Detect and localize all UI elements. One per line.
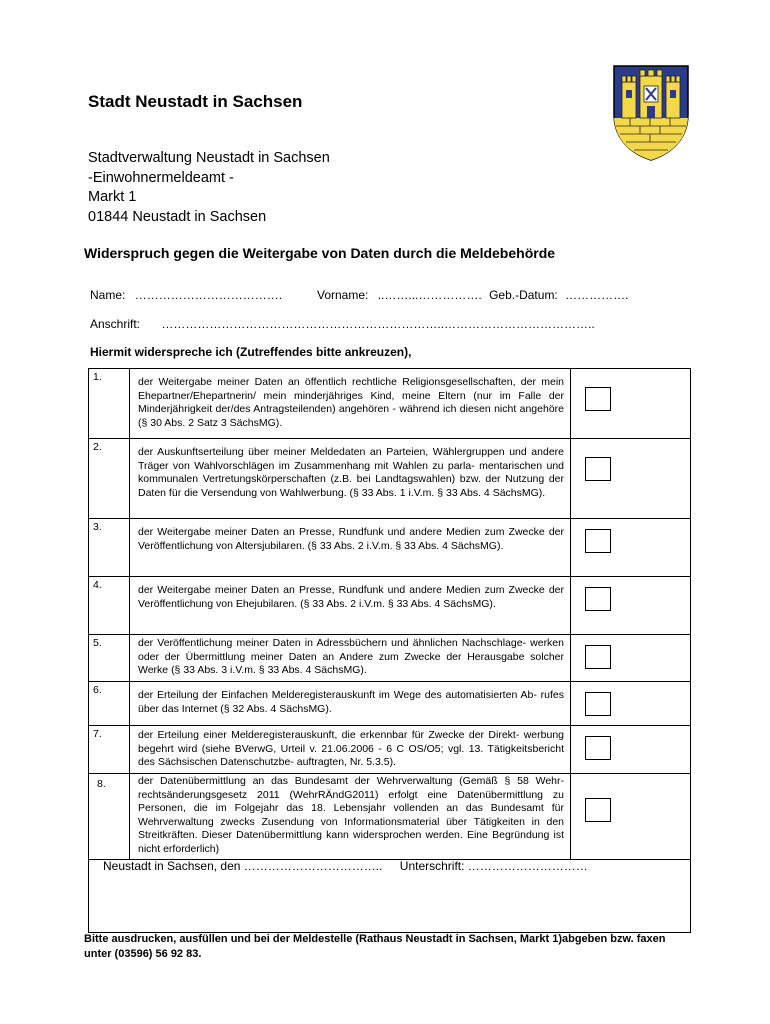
option-checkbox-cell — [571, 577, 691, 635]
signature-field[interactable]: Unterschrift: ………………………… — [399, 859, 588, 873]
geb-label: Geb.-Datum: — [489, 288, 558, 302]
option-checkbox-cell — [571, 726, 691, 774]
anschrift-field[interactable] — [90, 317, 595, 331]
geb-blank[interactable]: ……………. — [565, 288, 629, 302]
option-row — [89, 577, 691, 635]
option-checkbox-cell — [571, 519, 691, 577]
option-checkbox[interactable] — [585, 645, 611, 669]
option-number: 1. — [89, 369, 130, 439]
option-checkbox[interactable] — [585, 387, 611, 411]
option-number: 7. — [89, 726, 130, 774]
option-row — [89, 369, 691, 439]
name-blank[interactable]: ………………………………. — [134, 288, 283, 302]
footer-note: Bitte ausdrucken, ausfüllen und bei der Meldestelle (Rathaus Neustadt in Sachsen, Markt 1)abgeben bzw. faxen unter (03596) 56 92 83. — [84, 933, 666, 960]
option-checkbox[interactable] — [585, 457, 611, 481]
option-checkbox[interactable] — [585, 692, 611, 716]
option-checkbox[interactable] — [585, 736, 611, 760]
option-number: 4. — [89, 577, 130, 635]
option-number: 6. — [89, 682, 130, 726]
option-checkbox[interactable] — [585, 798, 611, 822]
name-label: Name: — [90, 288, 126, 302]
option-checkbox-cell — [571, 369, 691, 439]
objection-options-table — [88, 368, 691, 933]
option-text: der Veröffentlichung meiner Daten in Adressbüchern und ähnlichen Nachschlage- werken oder der Übermittlung meiner Daten an Andere zum Zwecke der Herausgabe solcher Werke (§ 33 Abs. 3 i.V.m. § 33 Abs. 4 SächsMG). — [130, 635, 571, 682]
address-line: Markt 1 — [88, 189, 137, 205]
option-text: der Auskunftserteilung über meiner Meldedaten an Parteien, Wählergruppen und andere Träger von Wahlvorschlägen im Zusammenhang mit Wahlen zu parla- mentarischen und kommunalen Vertretungskörperschaften (z.B. bei Landtagswahlen) bzw. der Nutzung der Daten für die Versendung von Wahlwerbung. (§ 33 Abs. 1 i.V.m. § 33 Abs. 4 SächsMG). — [130, 439, 571, 519]
option-checkbox-cell — [571, 439, 691, 519]
place-date-field[interactable]: Neustadt in Sachsen, den …………………………….. — [103, 859, 383, 873]
option-row — [89, 519, 691, 577]
option-number: 2. — [89, 439, 130, 519]
option-text: der Weitergabe meiner Daten an Presse, Rundfunk und andere Medien zum Zwecke der Veröffentlichung von Altersjubilaren. (§ 33 Abs. 2 i.V.m. § 33 Abs. 4 SächsMG). — [130, 519, 571, 577]
anschrift-blank[interactable]: ……………………………………………………………..……………………………….. — [161, 317, 595, 331]
address-line: Stadtverwaltung Neustadt in Sachsen — [88, 150, 330, 166]
vorname-label: Vorname: — [317, 288, 369, 302]
form-heading: Widerspruch gegen die Weitergabe von Daten durch die Meldebehörde — [84, 245, 556, 261]
option-text: der Erteilung einer Melderegisterauskunft, die erkennbar für Zwecke der Direkt- werbung begehrt wird (siehe BVerwG, Urteil v. 21.06.2006 - 6 C OS/O5; vgl. 13. Tätigkeitsbericht des Sächsischen Datenschutzbe- auftragten, Nr. 5.3.5). — [130, 726, 571, 774]
option-number: 3. — [89, 519, 130, 577]
option-number: 8. — [89, 774, 130, 860]
option-checkbox[interactable] — [585, 587, 611, 611]
option-number: 5. — [89, 635, 130, 682]
page-title: Stadt Neustadt in Sachsen — [88, 92, 303, 111]
authority-address — [88, 149, 330, 227]
address-line: 01844 Neustadt in Sachsen — [88, 208, 267, 225]
signature-row — [89, 860, 691, 933]
option-checkbox[interactable] — [585, 529, 611, 553]
option-text: der Erteilung der Einfachen Melderegisterauskunft im Wege des automatisierten Ab- rufes über das Internet (§ 32 Abs. 4 SächsMG). — [130, 682, 571, 726]
option-row — [89, 635, 691, 682]
option-text: der Weitergabe meiner Daten an Presse, Rundfunk und andere Medien zum Zwecke der Veröffentlichung von Ehejubilaren. (§ 33 Abs. 2 i.V.m. § 33 Abs. 4 SächsMG). — [130, 577, 571, 635]
option-checkbox-cell — [571, 774, 691, 860]
signature-cell — [89, 860, 691, 933]
vorname-blank[interactable]: ..……...……………. — [377, 288, 482, 302]
coat-of-arms-icon — [610, 62, 692, 162]
option-row — [89, 682, 691, 726]
vorname-field[interactable] — [317, 288, 628, 302]
option-text: der Datenübermittlung an das Bundesamt der Wehrverwaltung (Gemäß § 58 Wehr- rechtsänderungsgesetz 2011 (WehrRÄndG2011) erfolgt eine Datenübermittlung zu Personen, die im Folgejahr das 18. Lebensjahr vollenden an das Bundesamt für Wehrverwaltung zwecks Zusendung von Informationsmaterial über Tätigkeiten in den Streitkräften. Dieser Datenübermittlung kann widersprochen werden. Eine Begründung ist nicht erforderlich) — [130, 774, 571, 860]
option-row — [89, 726, 691, 774]
anschrift-label: Anschrift: — [90, 317, 141, 331]
objection-intro: Hiermit widerspreche ich (Zutreffendes bitte ankreuzen), — [90, 345, 412, 359]
option-checkbox-cell — [571, 635, 691, 682]
option-row — [89, 774, 691, 860]
option-row — [89, 439, 691, 519]
name-field[interactable] — [90, 288, 282, 302]
option-checkbox-cell — [571, 682, 691, 726]
address-line: -Einwohnermeldeamt - — [88, 169, 234, 186]
option-text: der Weitergabe meiner Daten an öffentlich rechtliche Religionsgesellschaften, der mein Ehepartner/Ehepartnerin/ mein minderjähriges Kind, meine Eltern (nur im Falle der Minderjährigkeit der/des Antragsteilenden) angehören - während ich diesen nicht angehöre (§ 30 Abs. 2 Satz 3 SächsMG). — [130, 369, 571, 439]
